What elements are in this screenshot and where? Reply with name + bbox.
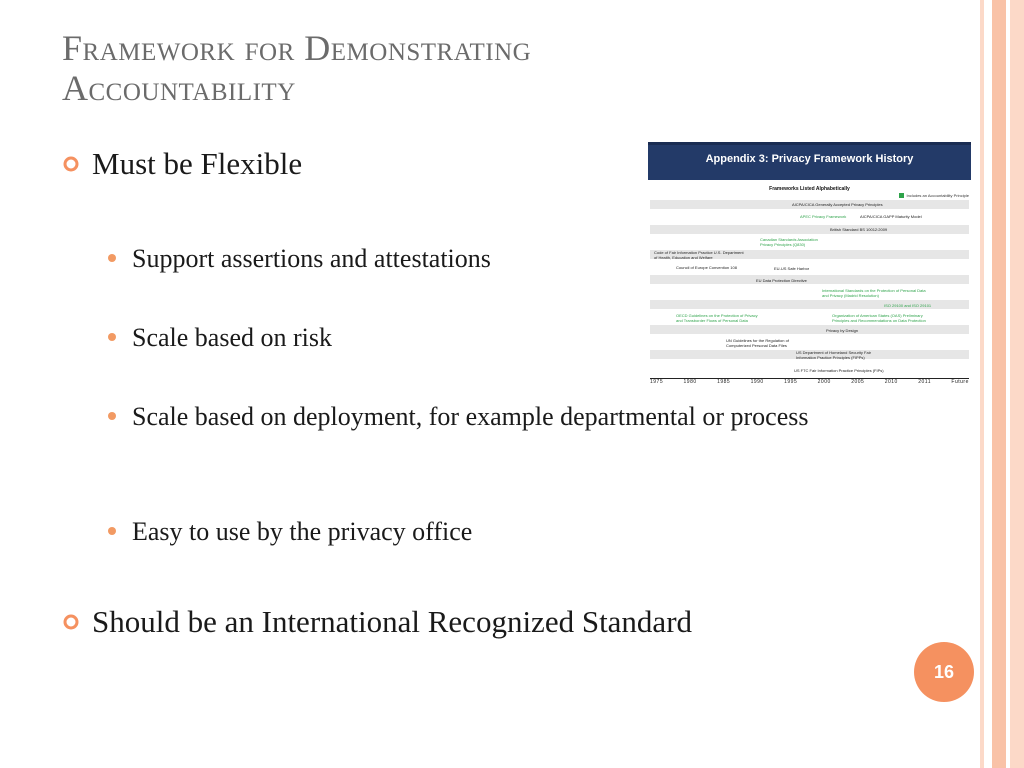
bullet-text: Must be Flexible [92, 146, 303, 181]
axis-tick-label: 1980 [683, 379, 697, 385]
framework-label: ISO 29100 and ISO 29101 [884, 303, 932, 308]
axis-tick-label: 1995 [784, 379, 798, 385]
subbullet-text: Easy to use by the privacy office [132, 517, 473, 546]
timeline-row [650, 325, 969, 334]
framework-label: Canadian Standards Association Privacy Principles (Q830) [760, 237, 818, 247]
framework-label: Organization of American States (OAS) Preliminary Principles and Recommendations on Data Protection [832, 313, 926, 323]
axis-tick-label: 1990 [750, 379, 764, 385]
dot-bullet-icon [108, 333, 116, 341]
framework-label: US FTC Fair Information Practice Principles (FIPs) [794, 368, 884, 373]
bullet-text: Should be an International Recognized Standard [92, 604, 693, 639]
framework-label: AICPA/CICA GAPP Maturity Model [860, 214, 922, 219]
framework-label: APEC Privacy Framework [800, 214, 847, 219]
framework-label: British Standard BS 10012:2009 [830, 227, 888, 232]
page-number: 16 [933, 661, 955, 682]
dot-bullet-icon [108, 527, 116, 535]
framework-label: UN Guidelines for the Regulation of Computerized Personal Data Files [726, 338, 789, 348]
framework-label: International Standards on the Protection of Personal Data and Privacy (Madrid Resolution) [822, 288, 926, 298]
axis-tick-label: 1975 [650, 379, 664, 385]
privacy-framework-history-figure [648, 142, 971, 390]
framework-label: US Department of Homeland Security Fair Information Practice Principles (FIPPs) [796, 350, 871, 360]
framework-label: AICPA/CICA Generally Accepted Privacy Principles [792, 202, 883, 207]
dot-bullet-icon [108, 412, 116, 420]
axis-tick-label: 2005 [851, 379, 865, 385]
figure-title: Appendix 3: Privacy Framework History [705, 153, 914, 165]
legend-label: Includes an Accountability Principle [906, 193, 969, 198]
subbullet-text: Scale based on deployment, for example departmental or process [132, 402, 809, 431]
page-number-badge [914, 642, 974, 702]
decorative-stripes [980, 0, 1024, 768]
timeline-axis [650, 378, 969, 391]
framework-label: Privacy by Design [826, 328, 859, 333]
bullet-item [62, 146, 302, 182]
axis-tick-label: 2011 [918, 379, 932, 385]
framework-label: EU-US Safe Harbor [774, 266, 810, 271]
figure-subtitle: Frameworks Listed Alphabetically [769, 186, 850, 192]
framework-label: EU Data Protection Directive [756, 278, 807, 283]
subbullet-text: Scale based on risk [132, 323, 333, 352]
circle-bullet-icon [62, 155, 80, 173]
axis-tick-label: 2000 [817, 379, 831, 385]
dot-bullet-icon [108, 254, 116, 262]
subbullet-item [108, 399, 888, 435]
slide-title-line-2: Accountability [62, 68, 296, 108]
axis-tick-label: 1985 [717, 379, 731, 385]
circle-bullet-icon [62, 613, 80, 631]
slide-title-line-1: Framework for Demonstrating [62, 28, 532, 68]
slide-title [62, 28, 702, 108]
framework-label: Code of Fair Information Practice U.S. Department of Health, Education and Welfare [654, 250, 744, 260]
axis-tick-label: 2010 [884, 379, 898, 385]
legend-swatch-icon [899, 193, 904, 198]
timeline-row [650, 225, 969, 234]
framework-rows [650, 200, 969, 378]
framework-label: Council of Europe Convention 108 [676, 265, 737, 270]
framework-label: OECD Guidelines on the Protection of Privacy and Transborder Flows of Personal Data [676, 313, 758, 323]
subbullet-item [108, 514, 888, 550]
figure-legend [899, 193, 969, 198]
axis-tick-label: Future [951, 379, 969, 385]
bullet-item [62, 604, 692, 640]
timeline-row [650, 275, 969, 284]
subbullet-text: Support assertions and attestations [132, 244, 491, 273]
